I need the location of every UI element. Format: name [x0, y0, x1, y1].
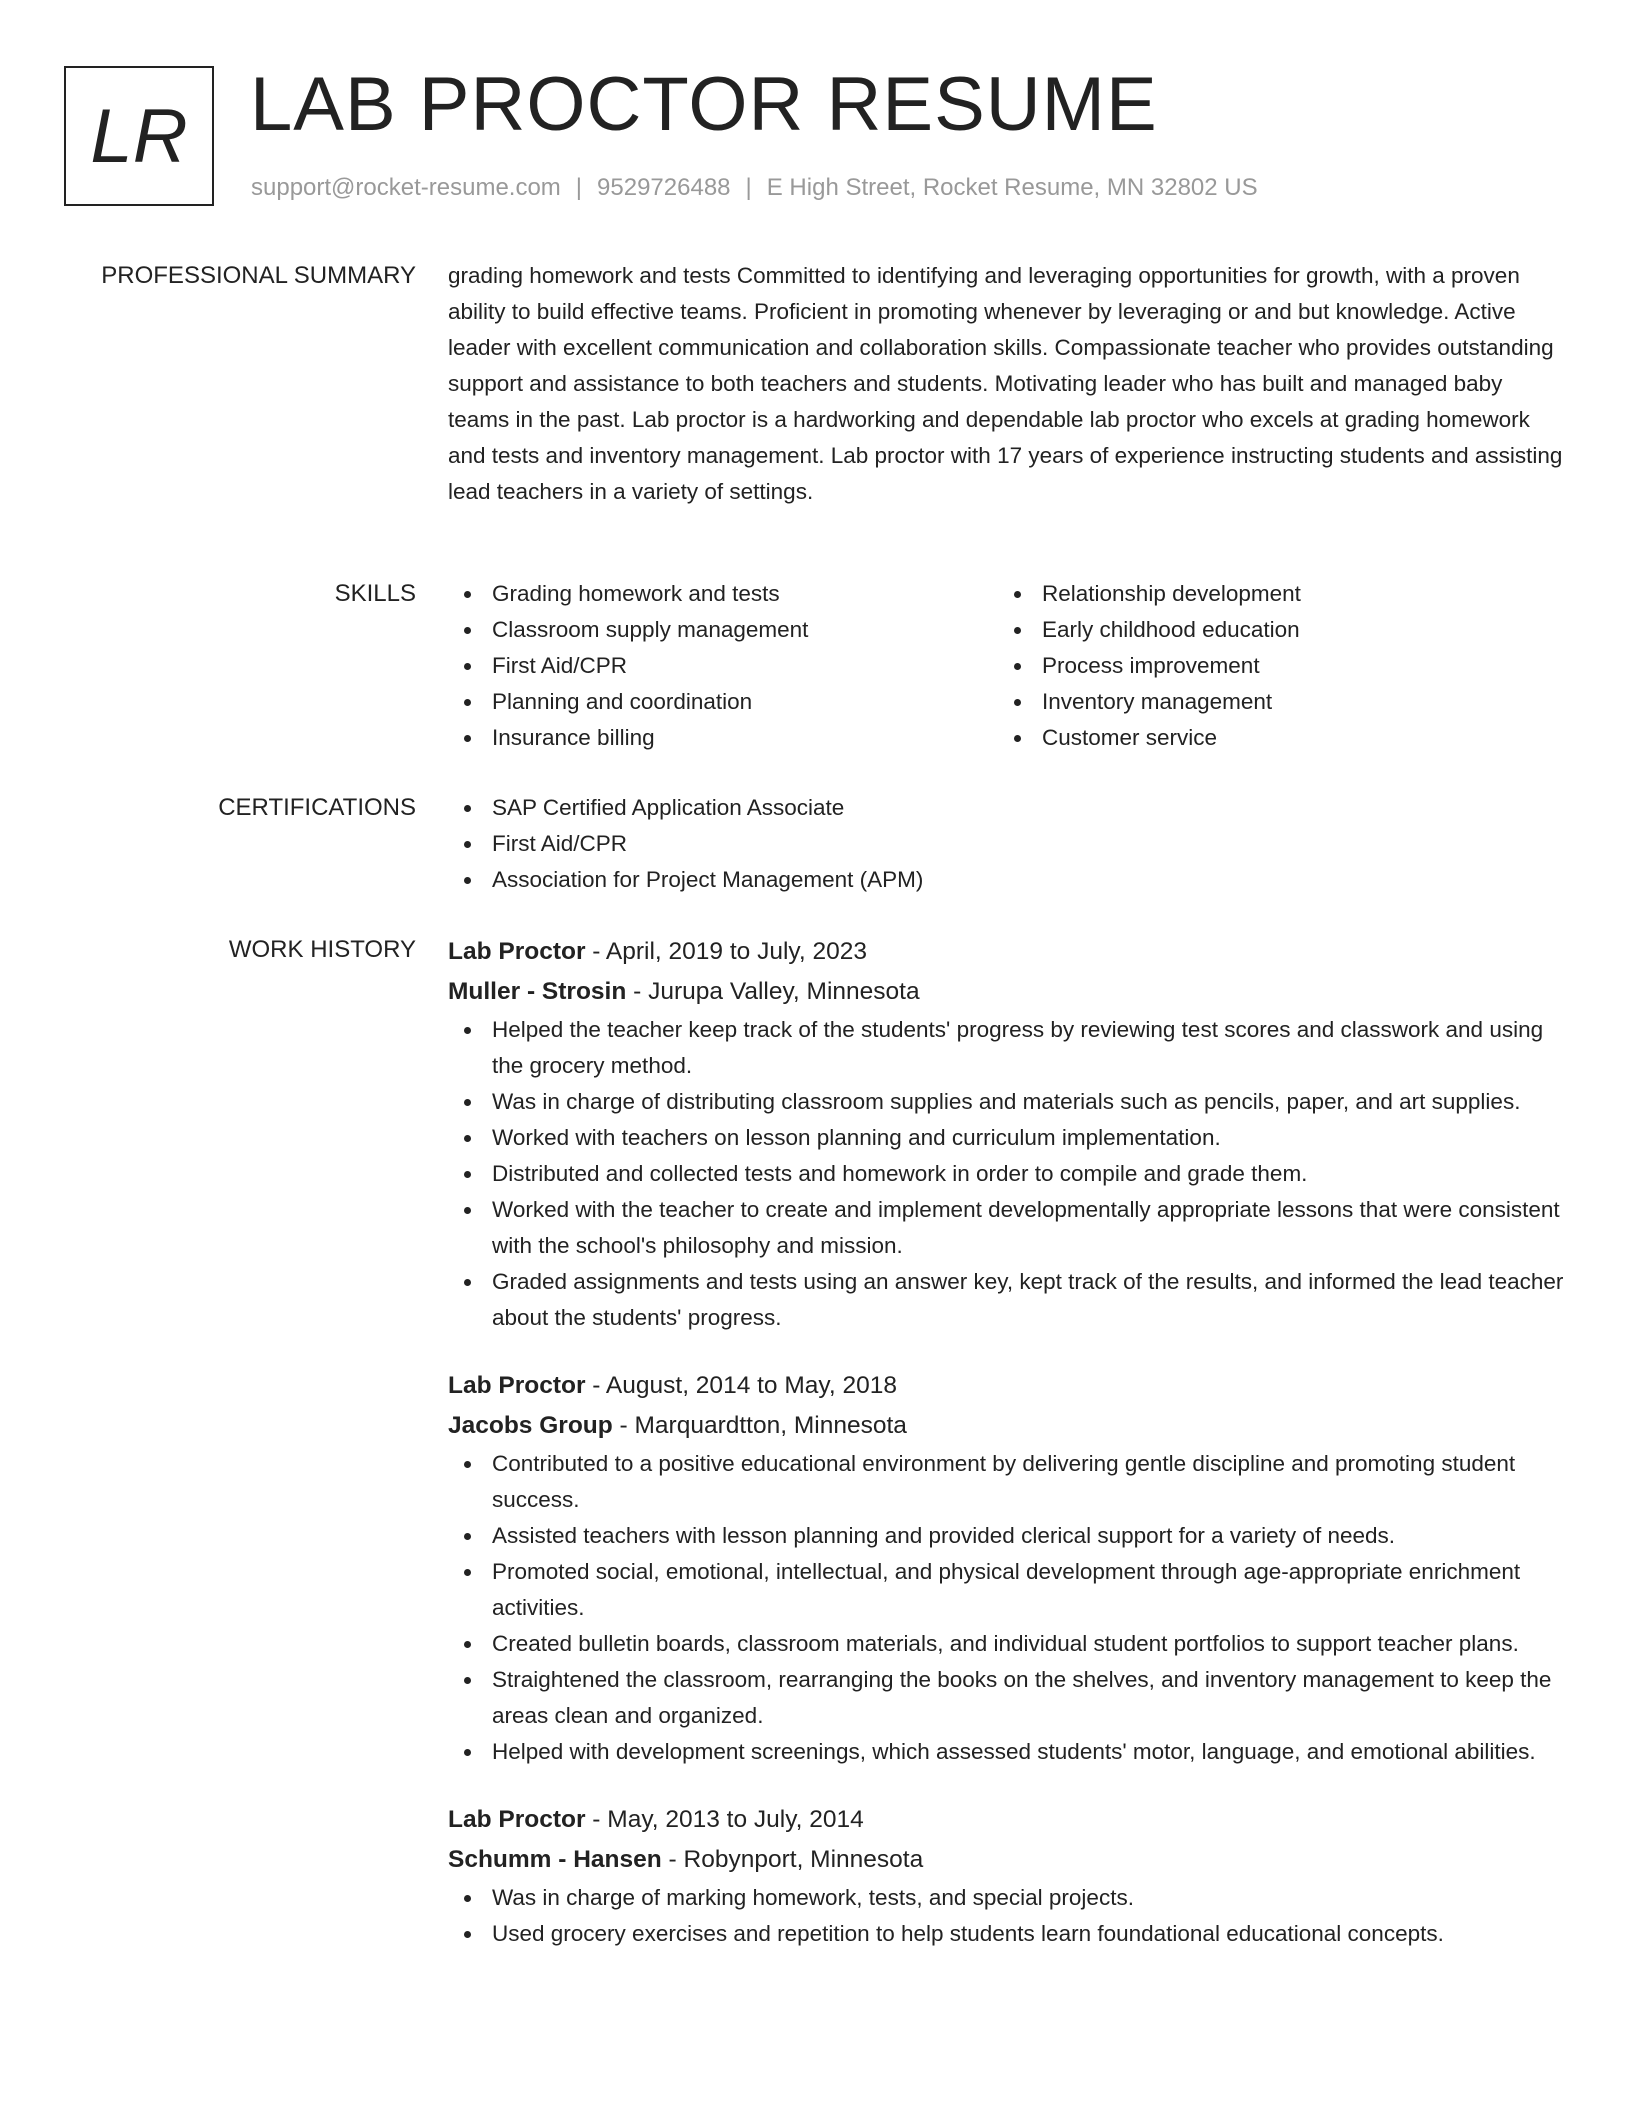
- skill-item: Customer service: [998, 720, 1548, 756]
- skills-content: [448, 576, 1568, 756]
- contact-phone[interactable]: 9529726488: [597, 174, 731, 201]
- dash-separator: -: [661, 1846, 684, 1873]
- certification-item: Association for Project Management (APM): [448, 862, 1568, 898]
- job-title: Lab Proctor: [448, 938, 586, 965]
- contact-separator: |: [575, 174, 583, 201]
- duty-item: Worked with the teacher to create and implement developmentally appropriate lessons that were consistent with the school's philosophy and mission.: [448, 1192, 1568, 1264]
- job-duties-list: [448, 1446, 1568, 1770]
- skills-list-right: [998, 576, 1548, 756]
- duty-item: Created bulletin boards, classroom materials, and individual student portfolios to support teacher plans.: [448, 1626, 1568, 1662]
- skill-item: Early childhood education: [998, 612, 1548, 648]
- dash-separator: -: [612, 1412, 635, 1439]
- certifications-list: [448, 790, 1568, 898]
- section-label-summary: PROFESSIONAL SUMMARY: [101, 262, 416, 289]
- job-company-line: [448, 1840, 1568, 1880]
- job-entry: [448, 1366, 1568, 1770]
- resume-header: [64, 62, 1584, 216]
- duty-item: Straightened the classroom, rearranging the books on the shelves, and inventory management to keep the areas clean and organized.: [448, 1662, 1568, 1734]
- job-location: Robynport, Minnesota: [683, 1846, 924, 1873]
- job-title: Lab Proctor: [448, 1806, 586, 1833]
- skills-list-left: [448, 576, 998, 756]
- job-title-line: [448, 1800, 1568, 1840]
- contact-line: [251, 174, 1258, 202]
- resume-title: LAB PROCTOR RESUME: [250, 62, 1158, 147]
- duty-item: Distributed and collected tests and homework in order to compile and grade them.: [448, 1156, 1568, 1192]
- skill-item: Classroom supply management: [448, 612, 998, 648]
- duty-item: Helped with development screenings, which assessed students' motor, language, and emotional abilities.: [448, 1734, 1568, 1770]
- duty-item: Was in charge of distributing classroom supplies and materials such as pencils, paper, and art supplies.: [448, 1084, 1568, 1120]
- duty-item: Assisted teachers with lesson planning and provided clerical support for a variety of needs.: [448, 1518, 1568, 1554]
- skill-item: Insurance billing: [448, 720, 998, 756]
- section-label-skills: SKILLS: [334, 580, 416, 607]
- skill-item: Inventory management: [998, 684, 1548, 720]
- duty-item: Used grocery exercises and repetition to help students learn foundational educational concepts.: [448, 1916, 1568, 1952]
- duty-item: Helped the teacher keep track of the students' progress by reviewing test scores and classwork and using the grocery method.: [448, 1012, 1568, 1084]
- skill-item: Planning and coordination: [448, 684, 998, 720]
- job-dates: May, 2013 to July, 2014: [607, 1806, 864, 1833]
- duty-item: Worked with teachers on lesson planning and curriculum implementation.: [448, 1120, 1568, 1156]
- contact-separator: |: [745, 174, 752, 201]
- summary-text: grading homework and tests Committed to identifying and leveraging opportunities for growth, with a proven ability to build effective teams. Proficient in promoting whenever by leveraging or and but knowledge. Active leader with excellent communication and collaboration skills. Compassionate teacher who provides outstanding support and assistance to both teachers and students. Motivating leader who has built and managed baby teams in the past. Lab proctor is a hardworking and dependable lab proctor who excels at grading homework and tests and inventory management. Lab proctor with 17 years of experience instructing students and assisting lead teachers in a variety of settings.: [448, 263, 1563, 504]
- job-location: Jurupa Valley, Minnesota: [648, 978, 920, 1005]
- job-dates: August, 2014 to May, 2018: [605, 1372, 897, 1399]
- job-entry: [448, 1800, 1568, 1952]
- job-title: Lab Proctor: [448, 1372, 586, 1399]
- job-dates: April, 2019 to July, 2023: [605, 938, 867, 965]
- certification-item: First Aid/CPR: [448, 826, 1568, 862]
- certification-item: SAP Certified Application Associate: [448, 790, 1568, 826]
- job-duties-list: [448, 1012, 1568, 1336]
- skill-item: First Aid/CPR: [448, 648, 998, 684]
- duty-item: Graded assignments and tests using an answer key, kept track of the results, and informed the lead teacher about the students' progress.: [448, 1264, 1568, 1336]
- job-company: Jacobs Group: [448, 1412, 613, 1439]
- job-location: Marquardtton, Minnesota: [634, 1412, 907, 1439]
- dash-separator: -: [585, 1372, 606, 1399]
- job-company-line: [448, 1406, 1568, 1446]
- skill-item: Process improvement: [998, 648, 1548, 684]
- dash-separator: -: [585, 938, 606, 965]
- contact-address: E High Street, Rocket Resume, MN 32802 US: [766, 174, 1258, 201]
- duty-item: Promoted social, emotional, intellectual, and physical development through age-appropriate enrichment activities.: [448, 1554, 1568, 1626]
- section-label-certifications: CERTIFICATIONS: [218, 794, 416, 821]
- skill-item: Relationship development: [998, 576, 1548, 612]
- summary-content: [448, 258, 1568, 510]
- section-label-work-history: WORK HISTORY: [228, 936, 416, 963]
- job-company: Schumm - Hansen: [448, 1846, 662, 1873]
- duty-item: Contributed to a positive educational environment by delivering gentle discipline and promoting student success.: [448, 1446, 1568, 1518]
- job-entry: [448, 932, 1568, 1336]
- job-title-line: [448, 932, 1568, 972]
- job-company: Muller - Strosin: [448, 978, 627, 1005]
- job-title-line: [448, 1366, 1568, 1406]
- contact-email[interactable]: support@rocket-resume.com: [251, 174, 561, 201]
- certifications-content: [448, 790, 1568, 898]
- duty-item: Was in charge of marking homework, tests, and special projects.: [448, 1880, 1568, 1916]
- job-company-line: [448, 972, 1568, 1012]
- skill-item: Grading homework and tests: [448, 576, 998, 612]
- monogram-logo: LR: [64, 66, 214, 206]
- dash-separator: -: [626, 978, 649, 1005]
- work-history-content: [448, 932, 1568, 1982]
- job-duties-list: [448, 1880, 1568, 1952]
- dash-separator: -: [585, 1806, 608, 1833]
